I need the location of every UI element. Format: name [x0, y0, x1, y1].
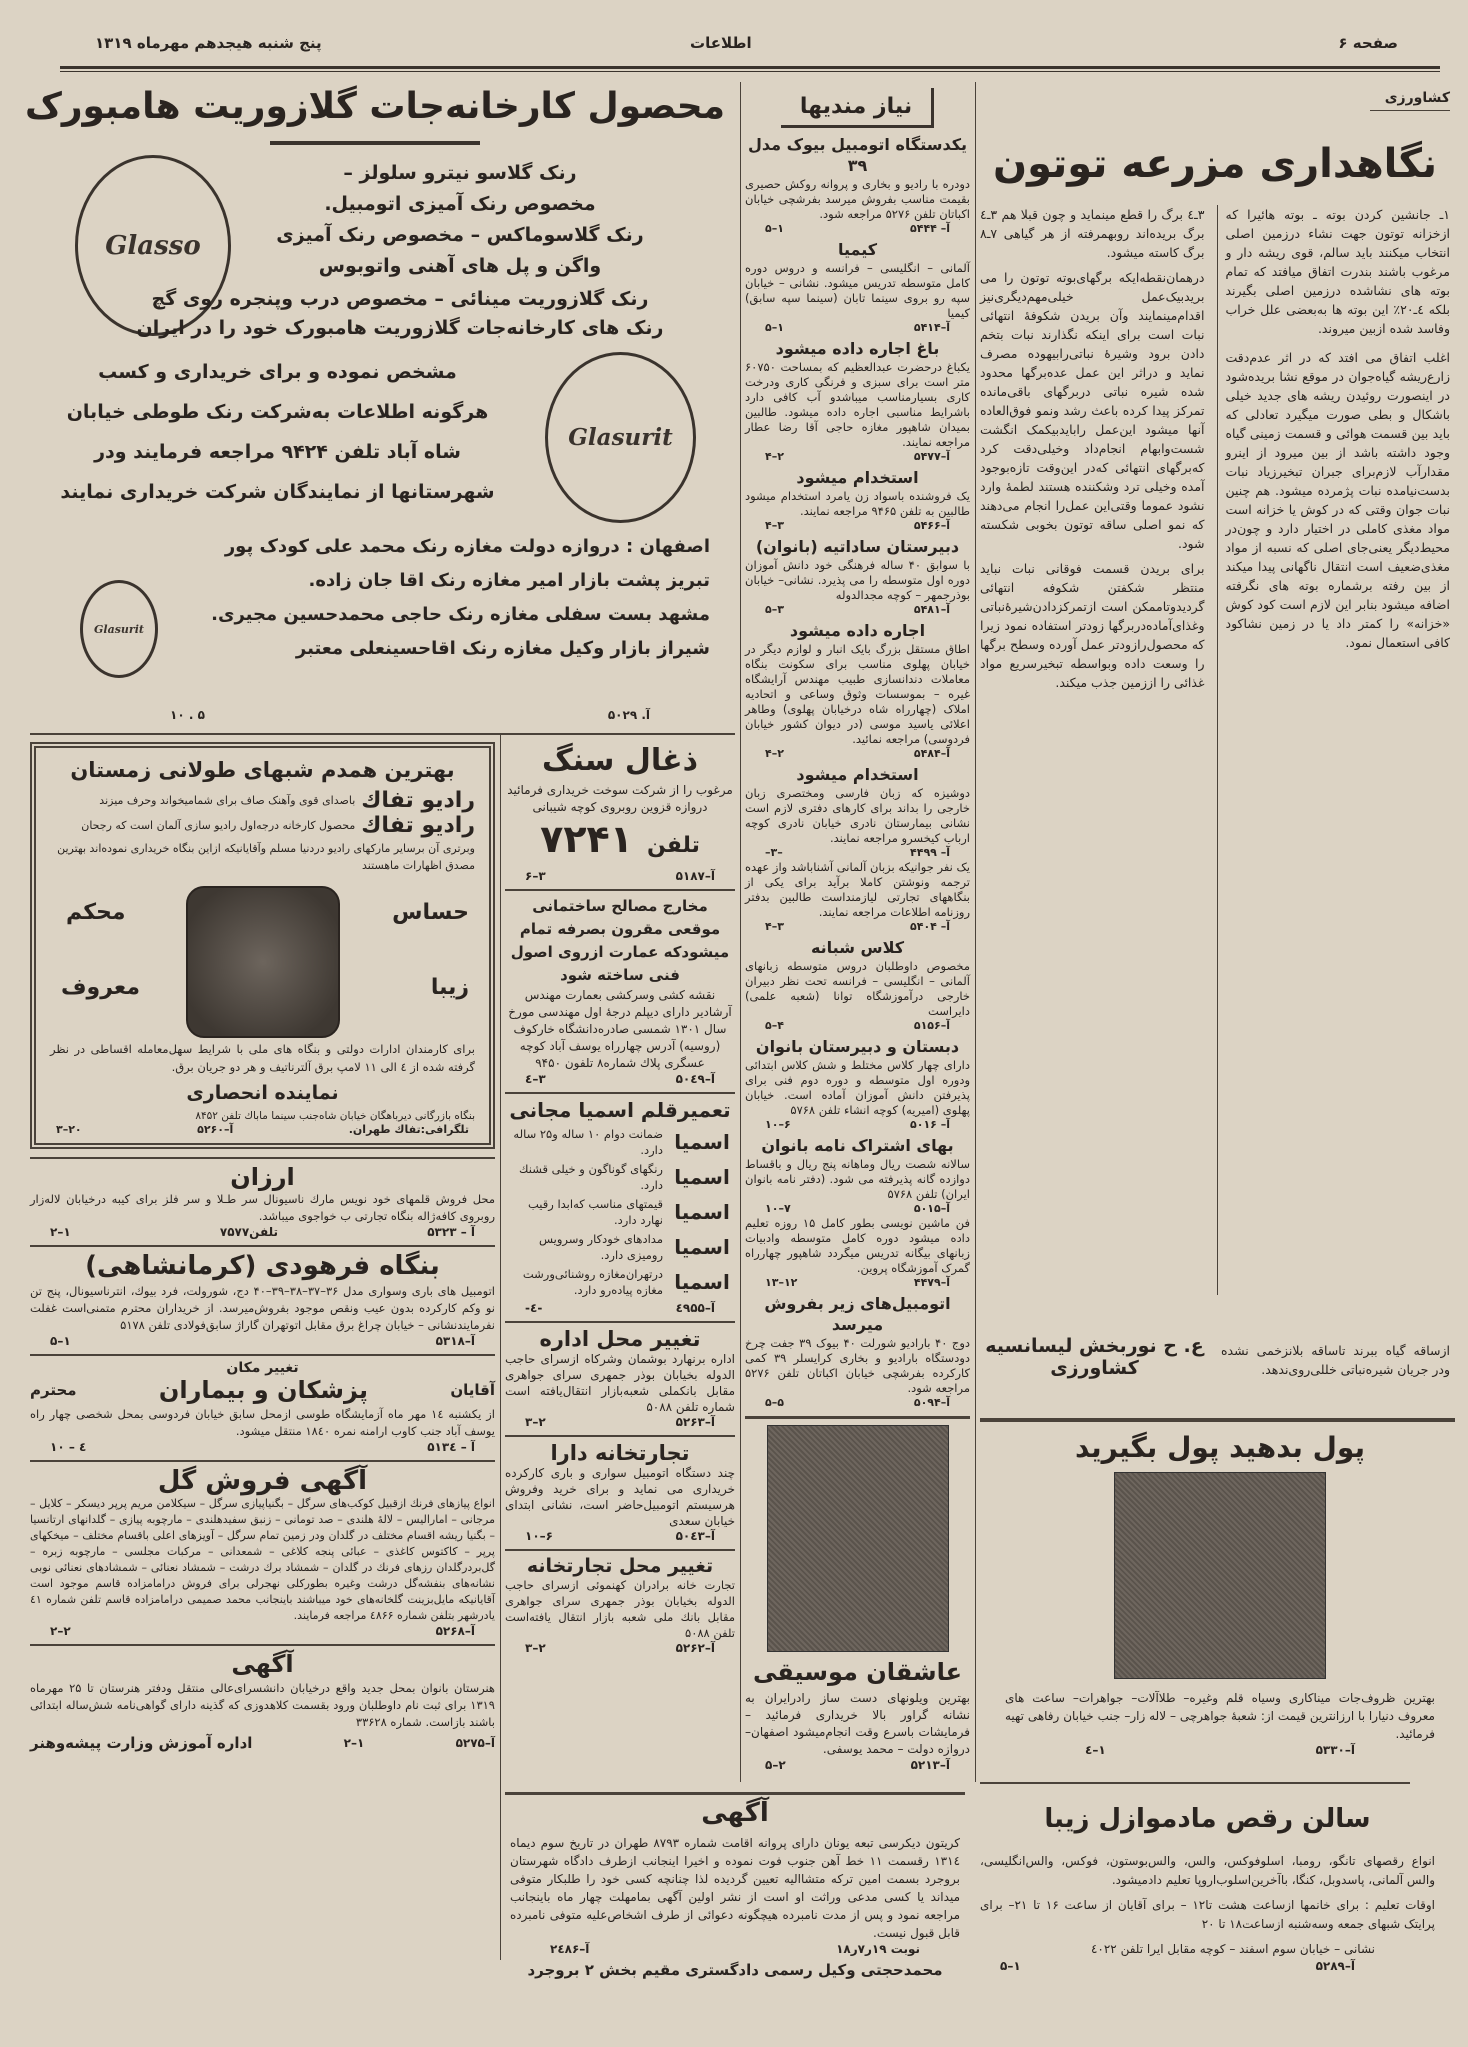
article-paragraph: درهمان‌نقطه‌ایکه برگهای‌بوته توتون را می بریدبیک‌عمل خیلی‌مهم‌دیگری‌نیز اقدام‌مینمایند وآن بریدن شکوفهٔ انتهائی نبات است برای اینکه نگذارند نبات بتخم دادن برود وشیرهٔ نباتی‌رابیهوده مصرف نماید و دراثر این عمل عده‌برگها محدود شده شیره نباتی دربرگهای باقی‌مانده تمرکز پیدا کرده باعث رشد ونمو فوق‌العاده آنها میشود این‌عمل رابایدبیکمک انگشت شست‌وابهام انجام‌داد وخیلی‌دقت کرد که‌برگهای انتهائی که‌در این‌وقت تازه‌بوجود آمده وخیلی ترد وشکننده هستند لطمهٔ وارد نشود عموما وقتی‌این عمل‌را انجام می‌دهند که نمو اصلی ساقه توتون بخوبی شکسته شود.	[980, 270, 1205, 551]
ad-run: ۲۰–۳	[56, 1123, 82, 1136]
notice-turn: نوبت ۱۹ر۷ر۱۸	[836, 1942, 920, 1956]
issue-date: پنج شنبه هیجدهم مهرماه ۱۳۱۹	[95, 34, 322, 52]
ad-code: آ–۵۲۸۹	[1315, 1959, 1355, 1973]
classified-body: یک نفر جوانیکه بزبان آلمانی آشناباشد واز عهده ترجمه ونوشتن کاملا برآید برای یکی از بنگاههای تجارتی لیازمنداست طالبین بدفتر روزنامه اطلاعات مراجعه نمایند.	[745, 860, 970, 919]
classified-ad	[745, 536, 970, 617]
column-divider	[975, 82, 976, 1782]
classified-run: ۶–۱۰	[765, 1118, 791, 1131]
classifieds-header: نیاز مندیها	[781, 88, 934, 128]
article-category: کشاورزی	[1370, 82, 1450, 111]
classified-title: یکدستگاه اتومبیل بیوک مدل ۳۹	[747, 135, 968, 175]
ad-run: ٤ – ۱۰	[50, 1440, 87, 1454]
section-rule	[505, 1792, 965, 1795]
article-byline: ع. ح نوربخش لیسانسیه کشاورزی	[985, 1335, 1204, 1379]
flower-sale-ad	[30, 1460, 495, 1639]
radio-address: بنگاه بازرگانی دیرباهگان خیابان شاه‌جنب سینما ماباك تلفن ۸۴۵۲	[195, 1110, 475, 1122]
classified-code: آ– ۴۴۹۹	[910, 846, 950, 859]
ad-title: ارزان	[230, 1163, 295, 1191]
radio-line: محصول کارخانه درجه‌اول رادیو سازی آلمان است که رجحان	[81, 819, 356, 832]
classified-ad	[745, 764, 970, 860]
ad-code: آ–۵۲۶۰	[197, 1123, 234, 1136]
classified-run: ۳–۴	[765, 920, 784, 933]
ornament-rule	[270, 141, 480, 145]
radio-ad	[30, 742, 495, 1149]
ad-line: رنک گلاسو نیترو سلولز –	[343, 162, 577, 184]
classified-body: مخصوص داوطلبان دروس متوسطه زبانهای آلمانی – انگلیسی – فرانسه تحت نظر دبیران خارجی درآموزشگاه توانا (شعبه علمی) دایراست	[745, 959, 970, 1018]
ad-tel: تلفن۷۵۷۷	[219, 1225, 279, 1239]
ad-body: محل فروش قلمهای خود نویس مارك ناسیونال سر طـلا و سر فلز برای کیبه درخیابان لاله‌زار روبروی کافه‌ژاله بنگاه تجارتی ب خواجوی میباشد.	[30, 1192, 495, 1223]
radio-agent: نماینده انحصاری	[186, 1082, 339, 1104]
ad-code: آ. ۵۰۲۹	[607, 708, 650, 722]
classified-title: اجاره داده میشود	[789, 621, 926, 640]
notice-title: پزشکان و بیماران	[158, 1376, 368, 1404]
radio-headline: بهترین همدم شبهای طولانی زمستان	[70, 758, 455, 782]
classified-run: ۱–۵	[765, 222, 784, 235]
pen-brand: اسمیا	[674, 1130, 730, 1154]
ad-code: آ–۵۲۱۳	[910, 1758, 950, 1772]
classified-code: آ– ۵۰۱۶	[910, 1118, 950, 1131]
jewelry-ad	[985, 1425, 1455, 1755]
classified-ad	[745, 937, 970, 1033]
ad-title: مخارج مصالح ساختمانی موقعی مقرون بصرفه تمام میشودکه عمارت ازروی اصول فنی ساخته شود	[510, 897, 730, 984]
ad-body: انواع پیازهای فرنك ازقبیل کوکب‌های سرگل – بگنیاپیازی سرگل – سیکلامن مریم پرپر دیسکر – کلایل – مرجانی – امارالیس – لالهٔ هلندی – صد تومانی – زنبق سفیدهلندی – مارچوبه پیازی – گلدانهای ارتانسیا – بگنیا ریشه اقسام مختلف در گلدان ودر زمین تمام سرگل – آویزهای اعلی باقسام مختلف – میخکهای پرپر – کاکتوس کاغذی – عبائی پنجه کلاغی – شمعدانی – مرکبات مجلسی – مارچوبه زبره – گل‌بردرگلدان رزهای فرنك در گلدان – شمشاد برك درشت – شمشاد نعنائی – شمشادهای نعنائی نوبی نشانه‌های بنفشه‌گل درشت وغیره بطورکلی نهجرلی برای فروش درامامزاده قاسم موجود است آقایانیکه مایل‌بزینت گلخانه‌های خود میباشند باینجانب محمد صمیمی درامامزاده قاسم تلفن شماره ٤۱ یادرشهر بتلفن شماره ٤۸۶۶ مراجعه فرمایند.	[30, 1497, 495, 1622]
section-rule	[980, 1782, 1410, 1784]
ad-run: ۶–۱۰	[525, 1529, 553, 1543]
pen-feature: قیمتهای مناسب که‌ابدا رقیب نهارد دارد.	[527, 1197, 663, 1227]
notice-salutation: محترم	[30, 1381, 77, 1399]
ad-line: شهرستانها از نمایندگان شرکت خریداری نمایند	[60, 481, 495, 503]
ad-title: آگهی فروش گل	[157, 1466, 368, 1496]
classified-run: ۳–۴	[765, 519, 784, 532]
classified-run: ۵–۵	[765, 1396, 784, 1409]
classified-ad	[745, 1036, 970, 1132]
cheap-pens-ad	[30, 1157, 495, 1240]
pen-feature-row	[505, 1266, 735, 1298]
office-move-ad	[505, 1321, 735, 1430]
glasurit-logo: Glasurit	[545, 352, 696, 523]
middle-column	[745, 82, 970, 1782]
classified-body: سالانه شصت ریال وماهانه پنج ریال و باقساط دوازده گانه پذیرفته می شود. (دفتر نامه بانوان ایران) تلفن ۵۷۶۸	[745, 1157, 970, 1201]
notice-body: کریتون دیکرسی تبعه یونان دارای پروانه اقامت شماره ۸۷۹۳ طهران در تاریخ سوم دیماه ۱۳۱٤ رقسمت ۱۱ خط آهن جنوب فوت نموده و اخیرا اینجانب ازطرف دادگاه شهرستان بروجرد بسمت امین ترکه متشاالیه تعیین گردیده لذا چنانچه کسی خود را طلبکار متوفی میداند یا کسی مدعی وراثت او است از نشر اولین آگهی بمامهلت چهار ماه باینجانب مراجعه نمود و پس از مدت نامبرده هیچگونه دعوائی از طرف اشخاص‌علیه متوفی نامبرده قابل قبول نیست.	[510, 1836, 961, 1940]
ad-body: چند دستگاه اتومبیل سواری و باری کارکرده خریداری می نماید و برای خرید وفروش هرسیستم اتومبیل‌حاضر است، نشانی ابتدای خیابان سعدی	[505, 1466, 735, 1528]
classified-run: ۲–۴	[765, 450, 784, 463]
classified-code: آ– ۵۴۰۴	[910, 920, 950, 933]
classified-ad	[745, 338, 970, 464]
radio-adjective: زیبا	[430, 975, 469, 1000]
ad-title: عاشقان موسیقی	[753, 1658, 962, 1686]
masthead-rule	[60, 66, 1440, 72]
classified-ad	[745, 134, 970, 236]
pen-brand: اسمیا	[674, 1270, 730, 1294]
classified-code: آ–۵۴۸۴	[913, 747, 950, 760]
ad-run: ۵ . ۱۰	[170, 708, 205, 722]
classified-title: استخدام میشود	[796, 765, 919, 784]
classified-code: آ–۵۰۱۵	[913, 1202, 950, 1215]
classified-code: آ–۵۴۷۷	[913, 450, 950, 463]
ad-code: آ–۵۲۶۲	[675, 1641, 715, 1655]
ad-body: اتومبیل های باری وسواری مدل ۳۶–۳۷–۳۸–۳۹–۴۰ دج، شورولت، فرد بیوك، انترناسیونال، پنج تن نو وکم کارکرده بدون عیب ونقص موجود بفروش‌میرسد. از خریداران محترم متمنی‌است غفلت نفرمایندنشانی – خیابان چراغ برق مقابل اتوتهران گاراژ سابق‌فولادی تلفن ۵۱۷۸	[30, 1284, 495, 1332]
ad-code: آ–۵۰٤۳	[675, 1529, 715, 1543]
notice-signature: محمدحجتی وکیل رسمی دادگستری مقیم بخش ۲ بروجرد	[527, 1961, 943, 1979]
article-paragraph: اغلب اتفاق می افتد که در اثر عدم‌دقت زارع‌ریشه گیاه‌جوان در موقع نشا بریده‌شود در اینصورت روئیدن ریشه های جدید خیلی باشکال و بطی صورت میگیرد تعادلی که باید بین قسمت هوائی و قسمت زمینی گیاه وجود داشته باشد از بین میرود از اینرو مقدارآب لازم‌برای جبران تبخیرزیاد نبات بدست‌نیامده نبات پژمرده میشود. هم چنین نبات جوان وقتی که در کوش یا خزانه است مواد مغذی کاملی در اختیار دارد و چون‌در محیط‌دیگر یعنی‌جای اصلی که نسبه از مواد مغذی‌ضعیف است انتقال ناگهانی پیدا میکند از بین رفته برشماره بوته های نگرفته اضافه میشود بنابر این لازم است کود کوش «خزانه» را کمتر داد یا در زمین نشاکود کافی استعمال نمود.	[1225, 350, 1450, 650]
pen-feature: درتهران‌مغازه روشنائی‌ورشت مغازه پیاده‌رو دارد.	[522, 1267, 663, 1297]
notice-body: هنرستان بانوان بمحل جدید واقع درخیابان دانشسرای‌عالی منتقل ودفتر هنرستان تا ۲۵ مهرماه ۱۳۱۹ برای ثبت نام داوطلبان ورود بقسمت کلاهدوزی که گذینه دارای گواهی‌نامه شش‌ساله ابتدائی باشند بازاست. شماره ۳۳۶۲۸	[30, 1681, 495, 1729]
music-ad	[745, 1416, 970, 1782]
classified-run: ۴–۵	[765, 1019, 784, 1032]
radio-telegraph: تلگرافی:تفاك طهران.	[348, 1123, 469, 1136]
notice-title: آگهی	[231, 1650, 294, 1678]
ad-run: ۲–۳	[525, 1641, 546, 1655]
article-tail: ازساقه گیاه ببرند تاساقه بلانزخمی نشده ودر جریان شیره‌نباتی خللی‌روی‌ندهد.	[1221, 1343, 1450, 1377]
classified-title: استخدام میشود	[796, 468, 919, 487]
ad-code: آ–۵۰٤۹	[675, 1072, 715, 1086]
classified-body: دوج ۴۰ بارادیو شورلت ۴۰ بیوک ۳۹ جفت چرخ دودستگاه بارادیو و بخاری کرایسلر ۳۹ کمی کارکرده بفرشچی خیابان اکباتان تلفن ۵۲۷۶ مراجعه شود.	[745, 1336, 970, 1395]
classified-title: دبیرستان ساداتیه (بانوان)	[755, 537, 960, 556]
glasso-logo: Glasso	[75, 155, 231, 336]
ad-code: آ – ۵۱۳٤	[427, 1440, 475, 1454]
ad-run: ۳–٤	[525, 1072, 546, 1086]
classified-ad	[745, 620, 970, 761]
ad-run: ۱–۵	[50, 1334, 71, 1348]
ad-code: آ–۵۳۳۰	[1315, 1743, 1355, 1757]
classified-run: ۳–۵	[765, 603, 784, 616]
classified-ad	[745, 239, 970, 335]
newspaper-name: اطلاعات	[690, 34, 752, 52]
pen-brand: اسمیا	[674, 1235, 730, 1259]
ad-code: آ–۵۳۱۸	[435, 1334, 475, 1348]
page-number: صفحه ۶	[1338, 34, 1398, 52]
notice-body: از یکشنبه ۱٤ مهر ماه آزمایشگاه طوسی ازمحل سابق خیابان فردوسی بمحل شخصی چهار راه یوسف آباد جنب کاوب ارامنه نمره ۱۸٤۰ منتقل میشود.	[30, 1407, 495, 1438]
notice-kicker: تغییر مکان	[226, 1360, 299, 1376]
article-paragraph: برای بریدن قسمت فوقانی نبات نباید منتظر شکفتن شکوفه انتهائی گردیدوتاممکن است ازتمرکزدادن‌شیرهٔ‌نباتی وغذای‌آماده‌دربرگها زودتر استفاده نمود زیرا که محصول‌رازودتر عمل آورده وسطح برگها را وسعت داده وبواسطه تبخیرسریع مواد غذائی را اززمین جذب میکند.	[980, 561, 1205, 690]
ad-address: نشانی – خیابان سوم اسفند – کوچه مقابل ایرا تلفن ٤۰۲۲	[1090, 1942, 1375, 1956]
classified-body: با سوابق ۴۰ ساله فرهنگی خود دانش آموزان دوره اول متوسطه را می پذیرد. نشانی– خیابان بوذرجمهر – کوچه مجدالدوله	[745, 558, 970, 602]
ad-body: نقشه کشی وسرکشی بعمارت مهندس آرشادیر دارای دیپلم درجهٔ اول مهندسی مورخ سال ۱۳۰۱ شمسی صادره‌دانشگاه خارکوف (روسیه) آدرس چهارراه یوسف آباد کوچه عسگری پلاك شماره۸ تلفون ۹۴۵۰	[508, 988, 732, 1070]
classified-ad	[745, 1216, 970, 1290]
ad-body: بهترین ویلونهای دست ساز رادرایران به نشانه گراور بالا خریداری فرمائید – فرمایشات باسرع وقت انجام‌میشود اصفهان– دروازه دولت – محمد یوسفی.	[745, 1691, 970, 1756]
classified-code: آ–۵۴۱۴	[913, 321, 950, 334]
ad-title: تغییر محل تجارتخانه	[526, 1555, 714, 1577]
ad-line: شیراز بازار وکیل مغازه رنک اقاحسینعلی معتبر	[295, 638, 710, 659]
ad-code: آ–۵۲۶۸	[435, 1624, 475, 1638]
classified-body: دودره با رادیو و بخاری و پروانه روکش حصیری بقیمت مناسب بفروش میرسد بفرشچی خیابان اکباتان تلفن ۵۲۷۶ مراجعه شود.	[745, 177, 970, 221]
ad-code: آ–٤۹۵۵	[675, 1301, 715, 1315]
ad-title: تجارتخانه دارا	[550, 1441, 690, 1465]
pen-feature: ضمانت دوام ۱۰ ساله و۲۵ ساله دارد.	[513, 1127, 663, 1157]
pen-feature-row	[505, 1196, 735, 1228]
classified-body: دارای چهار کلاس مختلط و شش کلاس ابتدائی ودوره اول متوسطه و دوره دوم فنی برای پذیرفتن دانش آموزان آماده است. خیابان پهلوی (امیریه) کوچه انشاء تلفن ۵۷۶۸	[745, 1058, 970, 1117]
classified-body: یکباغ درحضرت عبدالعظیم که بمساحت ۶۰۷۵۰ متر است برای سبزی و فرنگی کاری ودرخت کاری بسیارمناسب میباشدو آب کافی دارد باشرایط مناسبی اجاره داده میشود. طالبین بمیدان شاهپور مغازه حاجی آقا رضا عطار مراجعه نمایند.	[745, 360, 970, 449]
ad-title: پول بدهید پول بگیرید	[1074, 1431, 1365, 1464]
radio-brand: رادیو تفاك	[361, 813, 475, 838]
ad-run: ۲–۲	[50, 1624, 71, 1638]
section-rule	[30, 733, 735, 735]
ad-code: آ–۵۲۶۳	[675, 1415, 715, 1429]
radio-line: باصدای قوی وآهنک صاف برای شمامیخواند وحرف میزند	[99, 794, 356, 807]
section-rule	[980, 1418, 1455, 1422]
ad-line: اصفهان : دروازه دولت مغازه رنک محمد علی کودک پور	[224, 536, 710, 557]
radio-adjective: محکم	[66, 900, 126, 925]
classified-title: بهای اشتراک نامه بانوان	[761, 1136, 954, 1155]
column-divider	[500, 735, 501, 1960]
ad-code: آ–۵۲۷۵	[455, 1736, 495, 1750]
pen-brand: اسمیا	[674, 1200, 730, 1224]
ad-run: ۲–۳	[525, 1415, 546, 1429]
ad-run: -٤-	[525, 1301, 543, 1315]
ad-run: ۲–۵	[765, 1758, 786, 1772]
notice-title: آگهی	[701, 1798, 769, 1828]
classified-ad	[745, 1293, 970, 1410]
ad-title: ذغال سنگ	[541, 743, 699, 778]
classified-code: آ–۵۰۹۴	[913, 1396, 950, 1409]
violin-maker-photo	[767, 1425, 949, 1652]
classified-ad	[745, 467, 970, 533]
building-ad	[505, 889, 735, 1087]
doctors-notice	[30, 1354, 495, 1455]
ad-line: تبریز پشت بازار امیر مغازه رنک اقا جان زاده.	[308, 570, 710, 591]
glasurit-small-logo: Glasurit	[80, 580, 158, 678]
dance-salon-ad	[980, 1790, 1435, 1974]
classified-run: ۱۲–۱۳	[765, 1276, 798, 1289]
ad-body: اداره برنهارد بوشمان وشرکاه ازسرای حاجب الدوله بخیابان بوذر جمهری سرای جواهری مقابل بانکملی شعبه‌بازار انتقال‌یافته است شماره تلفن ۵۰۸۸	[505, 1352, 735, 1414]
classified-code: آ–۵۴۶۶	[913, 519, 950, 532]
classified-title: کلاس شبانه	[810, 938, 905, 957]
ad-hours: اوقات تعلیم : برای خانمها ازساعت هشت تا۱۲ – برای آقایان از ساعت ۱۶ تا ۲۱– برای پرایتک شبهای جمعه وسه‌شنبه ازساعت۱۸ تا ۲۰	[980, 1898, 1435, 1931]
ad-title: محصول کارخانه‌جات گلازوریت هامبورک	[24, 86, 726, 127]
pen-feature: مدادهای خودکار وسرویس رومیزی دارد.	[538, 1232, 663, 1262]
ad-run: ۱–۲	[50, 1225, 71, 1239]
classified-code: آ–۴۴۷۹	[913, 1276, 950, 1289]
classified-code: آ– ۵۴۴۴	[910, 222, 950, 235]
classified-title: کیمیا	[837, 240, 878, 259]
pen-feature-row	[505, 1161, 735, 1193]
ad-line: مشخص نموده و برای خریداری و کسب	[98, 361, 457, 383]
pen-feature-row	[505, 1231, 735, 1263]
tel-number: ۷۲۴۱	[540, 817, 633, 861]
radio-adjective: حساس	[392, 900, 469, 925]
radio-terms: برای کارمندان ادارات دولتی و بنگاه های ملی با شرایط سهل‌معامله اقساطی در نظر گرفته شده از ٤ الی ۱۱ لامپ برق آلترناتیف و هر دو جریان برق.	[50, 1042, 475, 1074]
ad-code: آ–۵۱۸۷	[675, 869, 715, 883]
classified-run: ۷–۱۰	[765, 1202, 791, 1215]
pen-repair-ad	[505, 1092, 735, 1316]
school-notice	[30, 1644, 495, 1752]
ad-run: ۱–۲	[343, 1736, 365, 1750]
dara-trading-ad	[505, 1435, 735, 1544]
ad-line: مشهد بست سفلی مغازه رنک حاجی محمدحسین مجیری.	[211, 604, 710, 625]
pen-brand: اسمیا	[674, 1165, 730, 1189]
coal-ad	[505, 742, 735, 884]
ad-run: ۱–۵	[1000, 1959, 1021, 1973]
article-column-1	[1217, 205, 1451, 1295]
article-paragraph: ۳ـ٤ برگ را قطع مینماید و چون قبلا هم ۳ـ٤ برگ بریده‌اند روبهمرفته از هر گیاهی ۷ـ۸ برگ کاسته میشود.	[980, 207, 1205, 260]
farhudi-ad	[30, 1245, 495, 1349]
classified-code: آ–۵۴۸۱	[913, 603, 950, 616]
classified-body: یک فروشنده باسواد زن یامرد استخدام میشود طالبین به تلفن ۹۴۶۵ مراجعه نمایند.	[745, 489, 970, 518]
jewelry-photo	[1114, 1472, 1326, 1679]
radio-adjective: معروف	[61, 975, 140, 1000]
classified-title: دبستان و دبیرستان بانوان	[755, 1037, 960, 1056]
classified-body: دوشیزه که زبان فارسی ومختصری زبان خارجی را بداند برای کارهای دفتری لازم است نشانی بیمارستان نادری خیابان نادری کوچه ارباب کیخسرو مراجعه نمایند.	[745, 786, 970, 845]
ad-code: آ – ۵۳۲۳	[427, 1225, 475, 1239]
agriculture-article	[980, 82, 1450, 1412]
notice-signature: اداره آموزش وزارت پیشه‌وهنر	[30, 1734, 253, 1752]
ad-body: تجارت خانه برادران کهنموئی ازسرای حاجب الدوله بخیابان بوذر جمهری سرای جواهری مقابل بانك ملی شعبه بازار انتقال یافته‌است تلفن ۵۰۸۸	[505, 1578, 735, 1640]
classified-body: اطاق مستقل بزرگ بایک انبار و لوازم دیگر در خیابان پهلوی مناسب برای سکونت بنگاه معاملات دندانسازی طبیب مهندس آرایشگاه غیره – بموسسات وثوق وساعی و اتحادیه املاک (چهارراه شاه درخیابان پهلوی) وطاهر اعلائی یاسید موسی (در دیوان کشور خیابان فردوسی) مراجعه نمائید.	[745, 642, 970, 746]
pen-feature-row	[505, 1126, 735, 1158]
classified-title: باغ اجاره داده میشود	[775, 339, 940, 358]
classified-run: ۱–۵	[765, 321, 784, 334]
ad-title: بنگاه فرهودی (کرمانشاهی)	[85, 1251, 440, 1281]
ad-line: مخصوص رنک آمیزی اتومبیل.	[324, 193, 596, 215]
ad-title: سالن رقص مادموازل زیبا	[1044, 1804, 1371, 1834]
trade-move-ad	[505, 1549, 735, 1656]
radio-set-image	[186, 886, 340, 1038]
ad-line: رنک های کارخانه‌جات گلازوریت هامبورک خود را در ایران	[136, 317, 664, 339]
classified-ad	[745, 860, 970, 934]
tel-label: تلفن	[646, 833, 700, 858]
classified-run: –۳–	[765, 846, 783, 859]
classified-code: آ–۵۱۵۶	[913, 1019, 950, 1032]
ad-title: تعمیرقلم اسمیا مجانی	[509, 1098, 731, 1122]
radio-line: وبرتری آن برسایر مارکهای رادیو دردنیا مسلم وآقایانیکه ازاین بنگاه خریداری نموده‌اند بهترین مصدق اظهارات ماهستند	[57, 842, 475, 872]
classifieds-column	[745, 82, 970, 1410]
pen-feature: رنگهای گوناگون و خیلی قشنك دارد.	[519, 1162, 663, 1192]
ad-line: شاه آباد تلفن ۹۴۲۴ مراجعه فرمایند ودر	[94, 441, 461, 463]
glasurit-ad	[20, 80, 730, 730]
ad-body: انواع رقصهای تانگو، رومبا، اسلوفوکس، والس، والس‌بوستون، فوکس، والس‌انگلیسی، والس آلمانی، پاسدوبل، کنگا، باآخرین‌اسلوب‌اروپا تعلیم دادمیشود.	[980, 1854, 1435, 1887]
ad-title: تغییر محل اداره	[539, 1327, 701, 1351]
legal-notice	[510, 1798, 960, 1979]
ad-line: رنک گلازوریت مینائی – مخصوص درب وپنجره روی گچ	[151, 288, 649, 310]
ad-body: بهترین ظروف‌جات میناکاری وسیاه قلم وغیره– طلاآلات– جواهرات– ساعت های معروف دنیارا با ارزانترین قیمت از: شعبهٔ جواهرچی – لاله زار– جنب خیابان رفاهی تهیه فرمائید.	[1005, 1691, 1435, 1741]
classified-ad	[745, 1135, 970, 1216]
classified-body: فن ماشین نویسی بطور کامل ۱۵ روزه تعلیم داده میشود دوره کامل متوسطه وادبیات زبانهای بیگانه تدریس میگردد شاهپور چهارراه گمرک آموزشگاه پروین.	[745, 1216, 970, 1275]
radio-brand: رادیو تفاك	[361, 788, 475, 813]
ad-run: ۳–۶	[525, 869, 546, 883]
classified-title: اتومبیل‌های زیر بفروش میرسد	[764, 1294, 951, 1334]
ad-run: ۱–٤	[1085, 1743, 1106, 1757]
article-column-2	[980, 205, 1205, 1295]
ad-line: رنک گلاسوماکس – مخصوص رنک آمیزی	[276, 224, 644, 246]
ad-line: واگن و پل های آهنی واتوبوس	[318, 255, 602, 277]
left-lower-column	[30, 742, 495, 1752]
classified-run: ۲–۴	[765, 747, 784, 760]
ad-line: هرگونه اطلاعات به‌شرکت رنک طوطی خیابان	[66, 401, 489, 423]
article-title: نگاهداری مزرعه توتون	[993, 141, 1437, 187]
classified-body: آلمانی – انگلیسی – فرانسه و دروس دوره کامل متوسطه تدریس میشود. نشانی – خیابان سپه رو بروی سینما تابان (سینما سپه سابق) کیمیا	[745, 261, 970, 320]
article-paragraph: ۱ـ جانشین کردن بوته ـ بوته هائیرا که ازخزانه توتون جهت نشاء درزمین اصلی انتخاب میکنند باید سالم، قوی ریشه دار و مرغوب باشند بندرت اتفاق میافتد که تمام بوته های نشاشده درزمین اصلی بگیرند بلکه ٤ـ۲۰٪ این بوته ها به‌بعضی علل خراب وفاسد شده ازبین میروند.	[1225, 207, 1450, 336]
notice-salutation: آقایان	[450, 1381, 495, 1399]
ad-body: مرغوب را از شرکت سوخت خریداری فرمائید دروازه قزوین روبروی کوچه شیبانی	[507, 783, 733, 814]
column-divider	[740, 82, 741, 1782]
left-subcolumn	[505, 742, 735, 1656]
notice-code: آ–۲٤۸۶	[550, 1942, 590, 1956]
